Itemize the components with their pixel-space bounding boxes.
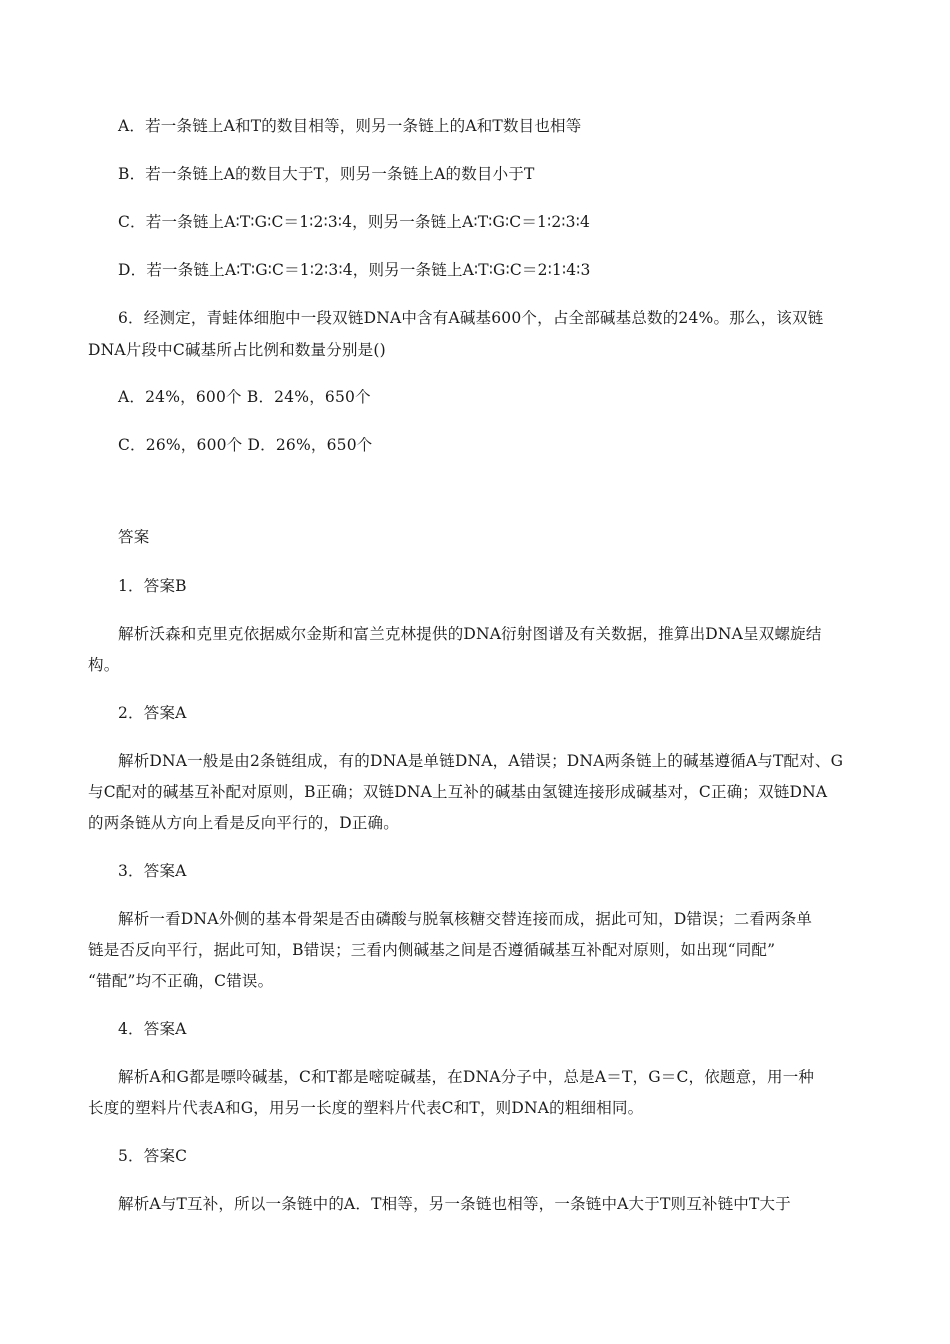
answer-4-line2: 长度的塑料片代表A和G，用另一长度的塑料片代表C和T，则DNA的粗细相同。 [88,1099,644,1117]
option-5d: D．若一条链上A∶T∶G∶C＝1∶2∶3∶4，则另一条链上A∶T∶G∶C＝2∶1∶4∶3 [118,261,591,279]
answers-heading: 答案 [118,528,150,546]
answer-4-label: 4．答案A [118,1020,187,1038]
answer-1-line2: 构。 [88,656,120,674]
answer-2-line2: 与C配对的碱基互补配对原则，B正确；双链DNA上互补的碱基由氢键连接形成碱基对，C正确；双链DNA [88,783,828,801]
answer-2-line3: 的两条链从方向上看是反向平行的，D正确。 [88,814,399,832]
answer-2-label: 2．答案A [118,704,187,722]
question-6-stem-line2: DNA片段中C碱基所占比例和数量分别是() [88,341,386,359]
answer-1-label: 1．答案B [118,577,187,595]
answer-2-line1: 解析DNA一般是由2条链组成，有的DNA是单链DNA，A错误；DNA两条链上的碱基遵循A与T配对、G [118,752,844,770]
option-5c: C．若一条链上A∶T∶G∶C＝1∶2∶3∶4，则另一条链上A∶T∶G∶C＝1∶2∶3∶4 [118,213,591,231]
option-5b: B．若一条链上A的数目大于T，则另一条链上A的数目小于T [118,165,535,183]
answer-1-line1: 解析沃森和克里克依据威尔金斯和富兰克林提供的DNA衍射图谱及有关数据，推算出DNA呈双螺旋结 [118,625,822,643]
answer-3-label: 3．答案A [118,862,187,880]
answer-3-line3: “错配”均不正确，C错误。 [88,972,274,990]
answer-4-line1: 解析A和G都是嘌呤碱基，C和T都是嘧啶碱基，在DNA分子中，总是A＝T，G＝C，依题意，用一种 [118,1068,815,1086]
question-6-options-line2: C．26%，600个 D．26%，650个 [118,436,373,454]
answer-5-line1: 解析A与T互补，所以一条链中的A．T相等，另一条链也相等，一条链中A大于T则互补链中T大于 [118,1195,791,1213]
answer-3-line1: 解析一看DNA外侧的基本骨架是否由磷酸与脱氧核糖交替连接而成，据此可知，D错误；二看两条单 [118,910,813,928]
option-5a: A．若一条链上A和T的数目相等，则另一条链上的A和T数目也相等 [118,117,582,135]
question-6-stem-line1: 6．经测定，青蛙体细胞中一段双链DNA中含有A碱基600个，占全部碱基总数的24%。那么，该双链 [118,309,824,327]
question-6-options-line1: A．24%，600个 B．24%，650个 [118,388,371,406]
answer-5-label: 5．答案C [118,1147,188,1165]
answer-3-line2: 链是否反向平行，据此可知，B错误；三看内侧碱基之间是否遵循碱基互补配对原则，如出现“同配” [88,941,776,959]
